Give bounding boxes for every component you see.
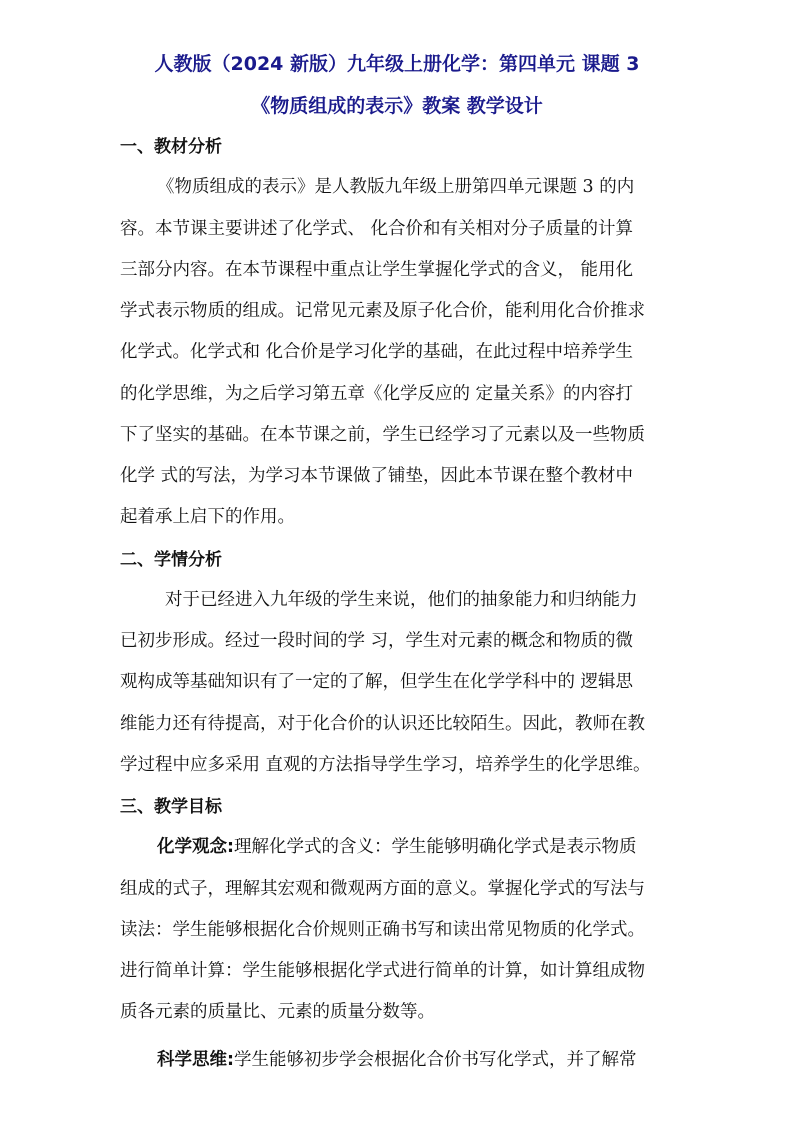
paragraph-line: 读法：学生能够根据化合价规则正确书写和读出常见物质的化学式。 [120, 920, 645, 940]
paragraph-line: 学式表示物质的组成。记常见元素及原子化合价，能利用化合价推求 [120, 301, 645, 321]
thinking-label: 科学思维: [157, 1050, 234, 1070]
thinking-text: 学生能够初步学会根据化合价书写化学式，并了解常 [234, 1050, 637, 1070]
paragraph-line: 对于已经进入九年级的学生来说，他们的抽象能力和归纳能力 [165, 590, 638, 610]
section-heading-analysis: 一、教材分析 [120, 137, 222, 157]
paragraph-line: 化学式。化学式和 化合价是学习化学的基础，在此过程中培养学生 [120, 342, 634, 362]
paragraph-line: 三部分内容。在本节课程中重点让学生掌握化学式的含义， 能用化 [120, 260, 634, 280]
concept-text: 理解化学式的含义：学生能够明确化学式是表示物质 [234, 837, 637, 857]
paragraph-line [157, 1046, 637, 1071]
paragraph-line: 起着承上启下的作用。 [120, 507, 295, 527]
paragraph-line: 观构成等基础知识有了一定的了解，但学生在化学学科中的 逻辑思 [120, 672, 634, 692]
paragraph-line: 容。本节课主要讲述了化学式、 化合价和有关相对分子质量的计算 [120, 219, 634, 239]
document-title-line-2: 《物质组成的表示》教案 教学设计 [251, 95, 543, 117]
document-title-line-1: 人教版（2024 新版）九年级上册化学：第四单元 课题 3 [154, 53, 640, 75]
paragraph-line [157, 833, 637, 858]
paragraph-line: 《物质组成的表示》是人教版九年级上册第四单元课题 3 的内 [157, 177, 635, 197]
paragraph-line: 维能力还有待提高，对于化合价的认识还比较陌生。因此，教师在教 [120, 714, 645, 734]
paragraph-line: 已初步形成。经过一段时间的学 习，学生对元素的概念和物质的微 [120, 631, 634, 651]
section-heading-learners: 二、学情分析 [120, 550, 222, 570]
paragraph-line: 的化学思维，为之后学习第五章《化学反应的 定量关系》的内容打 [120, 384, 634, 404]
paragraph-line: 组成的式子，理解其宏观和微观两方面的意义。掌握化学式的写法与 [120, 879, 645, 899]
section-heading-goals: 三、教学目标 [120, 797, 222, 817]
paragraph-line: 化学 式的写法，为学习本节课做了铺垫，因此本节课在整个教材中 [120, 466, 634, 486]
paragraph-line: 进行简单计算：学生能够根据化学式进行简单的计算，如计算组成物 [120, 961, 645, 981]
paragraph-line: 下了坚实的基础。在本节课之前，学生已经学习了元素以及一些物质 [120, 425, 645, 445]
paragraph-line: 质各元素的质量比、元素的质量分数等。 [120, 1002, 435, 1022]
concept-label: 化学观念: [157, 837, 234, 857]
paragraph-line: 学过程中应多采用 直观的方法指导学生学习，培养学生的化学思维。 [120, 755, 651, 775]
